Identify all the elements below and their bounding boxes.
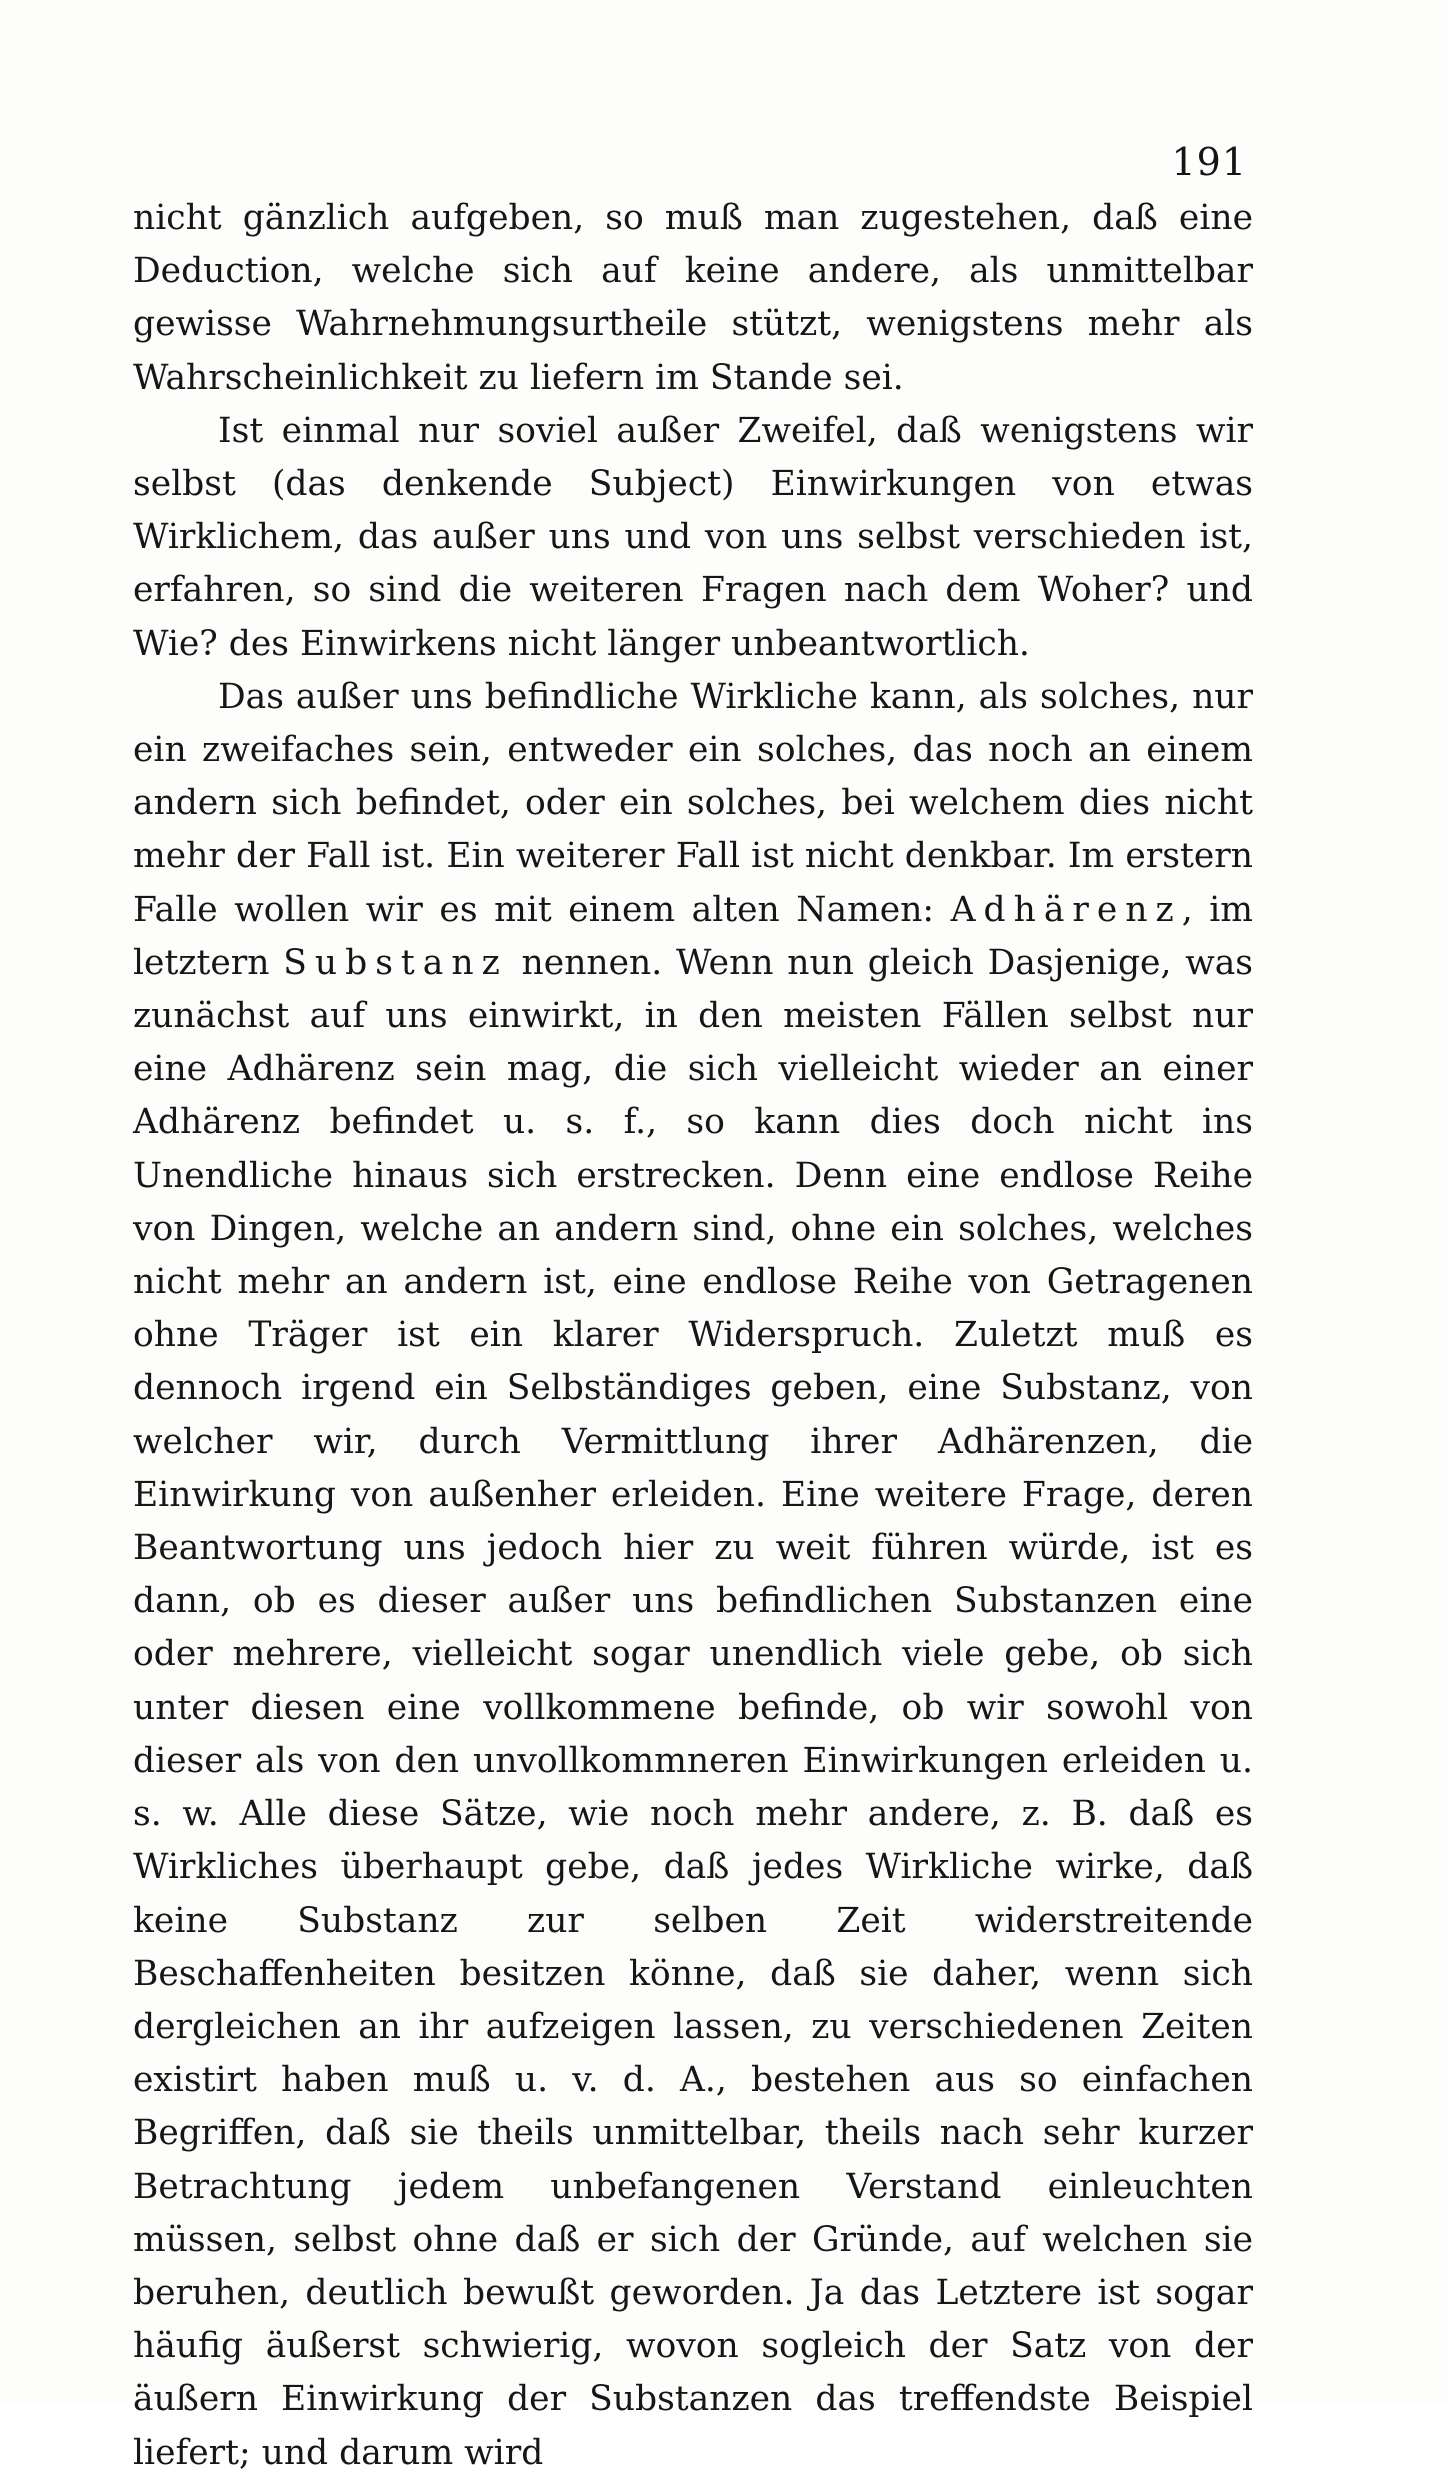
term-substanz: Substanz [283, 942, 508, 983]
paragraph-adhaerenz-substanz [133, 671, 1253, 2480]
paragraph-text-end: nennen. Wenn nun gleich Dasjenige, was zunächst auf uns einwirkt, in den meisten Fällen selbst nur eine Adhärenz sein mag, die sich vielleicht wieder an einer Adhärenz befindet u. s. f., so kann dies doch nicht ins Unendliche hinaus sich erstrecken. Denn eine endlose Reihe von Dingen, welche an andern sind, ohne ein solches, welches nicht mehr an andern ist, eine endlose Reihe von Getragenen ohne Träger ist ein klarer Widerspruch. Zuletzt muß es dennoch irgend ein Selbständiges geben, eine Substanz, von welcher wir, durch Vermittlung ihrer Adhärenzen, die Einwirkung von außenher erleiden. Eine weitere Frage, deren Beantwortung uns jedoch hier zu weit führen würde, ist es dann, ob es dieser außer uns befindlichen Substanzen eine oder mehrere, vielleicht sogar unendlich viele gebe, ob sich unter diesen eine vollkommene befinde, ob wir sowohl von dieser als von den unvollkommneren Einwirkungen erleiden u. s. w. Alle diese Sätze, wie noch mehr andere, z. B. daß es Wirkliches überhaupt gebe, daß jedes Wirkliche wirke, daß keine Substanz zur selben Zeit widerstreitende Beschaffenheiten besitzen könne, daß sie daher, wenn sich dergleichen an ihr aufzeigen lassen, zu verschiedenen Zeiten existirt haben muß u. v. d. A., bestehen aus so einfachen Begriffen, daß sie theils unmittelbar, theils nach sehr kurzer Betrachtung jedem unbefangenen Verstand einleuchten müssen, selbst ohne daß er sich der Gründe, auf welchen sie beruhen, deutlich bewußt geworden. Ja das Letztere ist sogar häufig äußerst schwierig, wovon sogleich der Satz von der äußern Einwirkung der Substanzen das treffendste Beispiel liefert; und darum wird [133, 942, 1254, 2473]
term-adhaerenz: Adhärenz [950, 889, 1182, 930]
paragraph-text-middle: , im letztern [133, 889, 1253, 983]
body-text [133, 192, 1253, 2480]
paragraph-external-influence: Ist einmal nur soviel außer Zweifel, daß wenigstens wir selbst (das denkende Subject) Einwirkungen von etwas Wirklichem, das außer uns und von uns selbst verschieden ist, erfahren, so sind die weiteren Fragen nach dem Woher? und Wie? des Einwirkens nicht länger unbeantwortlich. [133, 410, 1253, 664]
paragraph-continuation: nicht gänzlich aufgeben, so muß man zugestehen, daß eine Deduction, welche sich auf keine andere, als unmittelbar gewisse Wahrnehmungsurtheile stützt, wenigstens mehr als Wahrscheinlichkeit zu liefern im Stande sei. [133, 198, 1253, 398]
page-number: 191 [1171, 140, 1247, 184]
paragraph-text-start: Das außer uns befindliche Wirkliche kann, als solches, nur ein zweifaches sein, entweder ein solches, das noch an einem andern sich befindet, oder ein solches, bei welchem dies nicht mehr der Fall ist. Ein weiterer Fall ist nicht denkbar. Im erstern Falle wollen wir es mit einem alten Namen: [133, 676, 1253, 930]
